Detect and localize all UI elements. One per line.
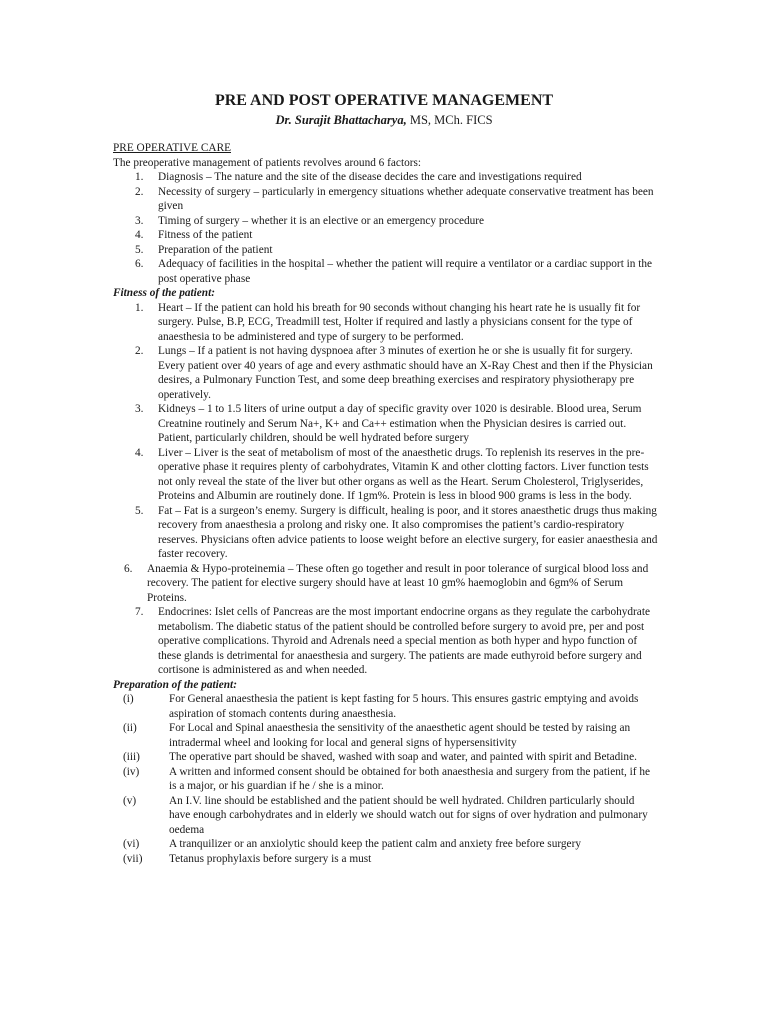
item-text: Diagnosis – The nature and the site of the disease decides the care and investigations required <box>158 171 582 183</box>
item-text: Liver – Liver is the seat of metabolism of most of the anaesthetic drugs. To replenish its reserves in the pre-operative phase it requires plenty of carbohydrates, Vitamin K and other clotting factors. Liver function tests not only reveal the state of the liver but other organs as well as the Heart. Serum Cholesterol, Triglyserides, Proteins and Albumin are routinely done. If 1gm%. Protein is less in blood 900 grams is less in the body. <box>158 446 649 502</box>
list-item <box>113 243 658 258</box>
list-item <box>113 446 658 504</box>
item-text: For Local and Spinal anaesthesia the sensitivity of the anaesthetic agent should be tested by raising an intradermal wheel and looking for local and general signs of hypersensitivity <box>169 722 631 749</box>
list-item <box>113 765 658 794</box>
item-number: 7. <box>135 606 144 618</box>
item-number: 3. <box>135 403 144 415</box>
item-number: (i) <box>123 693 134 705</box>
list-item <box>113 721 658 750</box>
item-text: Necessity of surgery – particularly in emergency situations whether adequate conservative treatment has been given <box>158 185 654 212</box>
list-item <box>113 794 658 838</box>
list-item <box>113 402 658 446</box>
list-item <box>113 228 658 243</box>
item-text: Heart – If the patient can hold his breath for 90 seconds without changing his heart rate he is usually fit for surgery. Pulse, B.P, ECG, Treadmill test, Holter if required and lastly a physicians consent for the type of anaesthesia to be administered and type of surgery to be performed. <box>158 301 641 343</box>
item-number: (iii) <box>123 751 140 763</box>
list-item <box>113 301 658 345</box>
item-number: 3. <box>135 214 144 227</box>
list-item <box>113 214 658 229</box>
item-number: (vi) <box>123 838 140 850</box>
item-number: 2. <box>135 345 144 357</box>
item-text: The operative part should be shaved, washed with soap and water, and painted with spirit and Betadine. <box>169 751 637 763</box>
author-credentials: MS, MCh. FICS <box>406 113 493 127</box>
item-number: 4. <box>135 229 144 241</box>
list-item <box>113 837 658 852</box>
document-body <box>113 141 658 866</box>
item-number: 1. <box>135 301 144 314</box>
item-number: (vii) <box>123 852 143 865</box>
author-name: Dr. Surajit Bhattacharya, <box>275 113 407 127</box>
document-title: PRE AND POST OPERATIVE MANAGEMENT <box>214 92 554 109</box>
author-line <box>0 112 768 128</box>
item-text: Preparation of the patient <box>158 243 273 256</box>
item-number: 6. <box>124 562 133 575</box>
item-text: Timing of surgery – whether it is an elective or an emergency procedure <box>158 214 485 227</box>
item-number: 2. <box>135 185 144 198</box>
item-number: 6. <box>135 258 144 270</box>
list-item <box>113 344 658 402</box>
list-item <box>113 852 658 867</box>
list-item <box>113 257 658 286</box>
item-number: 5. <box>135 504 144 517</box>
item-text: Adequacy of facilities in the hospital – whether the patient will require a ventilator or a cardiac support in the post operative phase <box>158 258 653 285</box>
list-item <box>113 185 658 214</box>
sub-heading-preparation: Preparation of the patient: <box>113 678 237 691</box>
item-text: A written and informed consent should be obtained for both anaesthesia and surgery from the patient, if he is a major, or his guardian if he / she is a minor. <box>169 765 651 792</box>
list-item <box>113 170 658 185</box>
section-heading-pre-operative-care: PRE OPERATIVE CARE <box>113 142 231 154</box>
item-text: Tetanus prophylaxis before surgery is a must <box>169 852 372 865</box>
list-item <box>113 692 658 721</box>
list-item <box>113 605 658 678</box>
item-number: 1. <box>135 171 144 183</box>
list-item <box>113 562 658 606</box>
intro-paragraph: The preoperative management of patients revolves around 6 factors: <box>113 156 422 169</box>
fitness-list <box>113 301 658 678</box>
item-text: Lungs – If a patient is not having dyspnoea after 3 minutes of exertion he or she is usually fit for surgery. Every patient over 40 years of age and every asthmatic should have an X-Ray Chest and then if the Physician desires, a Pulmonary Function Test, and some deep breathing exercises and respiratory physiotherapy pre operatively. <box>158 345 653 401</box>
item-number: (v) <box>123 794 137 807</box>
item-text: Anaemia & Hypo-proteinemia – These often go together and result in poor tolerance of surgical blood loss and recovery. The patient for elective surgery should have at least 10 gm% haemoglobin and 6gm% of Serum Proteins. <box>147 562 649 604</box>
item-text: Fat – Fat is a surgeon’s enemy. Surgery is difficult, healing is poor, and it stores anaesthetic drugs thus making recovery from anaesthesia a prolong and risky one. It also compromises the patient’s cardio-respiratory reserves. Physicians often advice patients to loose weight before an elective surgery, for easier anaesthesia and faster recovery. <box>158 504 658 560</box>
item-text: Kidneys – 1 to 1.5 liters of urine output a day of specific gravity over 1020 is desirable. Blood urea, Serum Creatnine routinely and Serum Na+, K+ and Ca++ estimation when the Physician desires is carried out. Patient, particularly children, should be well hydrated before surgery <box>158 403 642 444</box>
list-item <box>113 504 658 562</box>
item-text: Fitness of the patient <box>158 229 253 241</box>
item-number: 4. <box>135 446 144 459</box>
list-item <box>113 750 658 765</box>
factors-list <box>113 170 658 286</box>
preparation-list <box>113 692 658 866</box>
item-number: (iv) <box>123 765 140 778</box>
item-text: Endocrines: Islet cells of Pancreas are the most important endocrine organs as they regulate the carbohydrate metabolism. The diabetic status of the patient should be controlled before surgery to avoid pre, per and post operative complications. Thyroid and Adrenals need a special mention as both hyper and hypo function of these glands is detrimental for anaesthesia and surgery. The patients are made euthyroid before surgery and cortisone is administered as and when needed. <box>158 606 650 676</box>
sub-heading-fitness: Fitness of the patient: <box>113 287 215 299</box>
item-number: 5. <box>135 243 144 256</box>
item-text: An I.V. line should be established and the patient should be well hydrated. Children particularly should have enough carbohydrates and in elderly we should watch out for signs of over hydration and pulmonary oedema <box>169 794 648 836</box>
item-text: For General anaesthesia the patient is kept fasting for 5 hours. This ensures gastric emptying and avoids aspiration of stomach contents during anaesthesia. <box>169 693 639 720</box>
item-number: (ii) <box>123 722 137 734</box>
item-text: A tranquilizer or an anxiolytic should keep the patient calm and anxiety free before surgery <box>169 838 581 850</box>
